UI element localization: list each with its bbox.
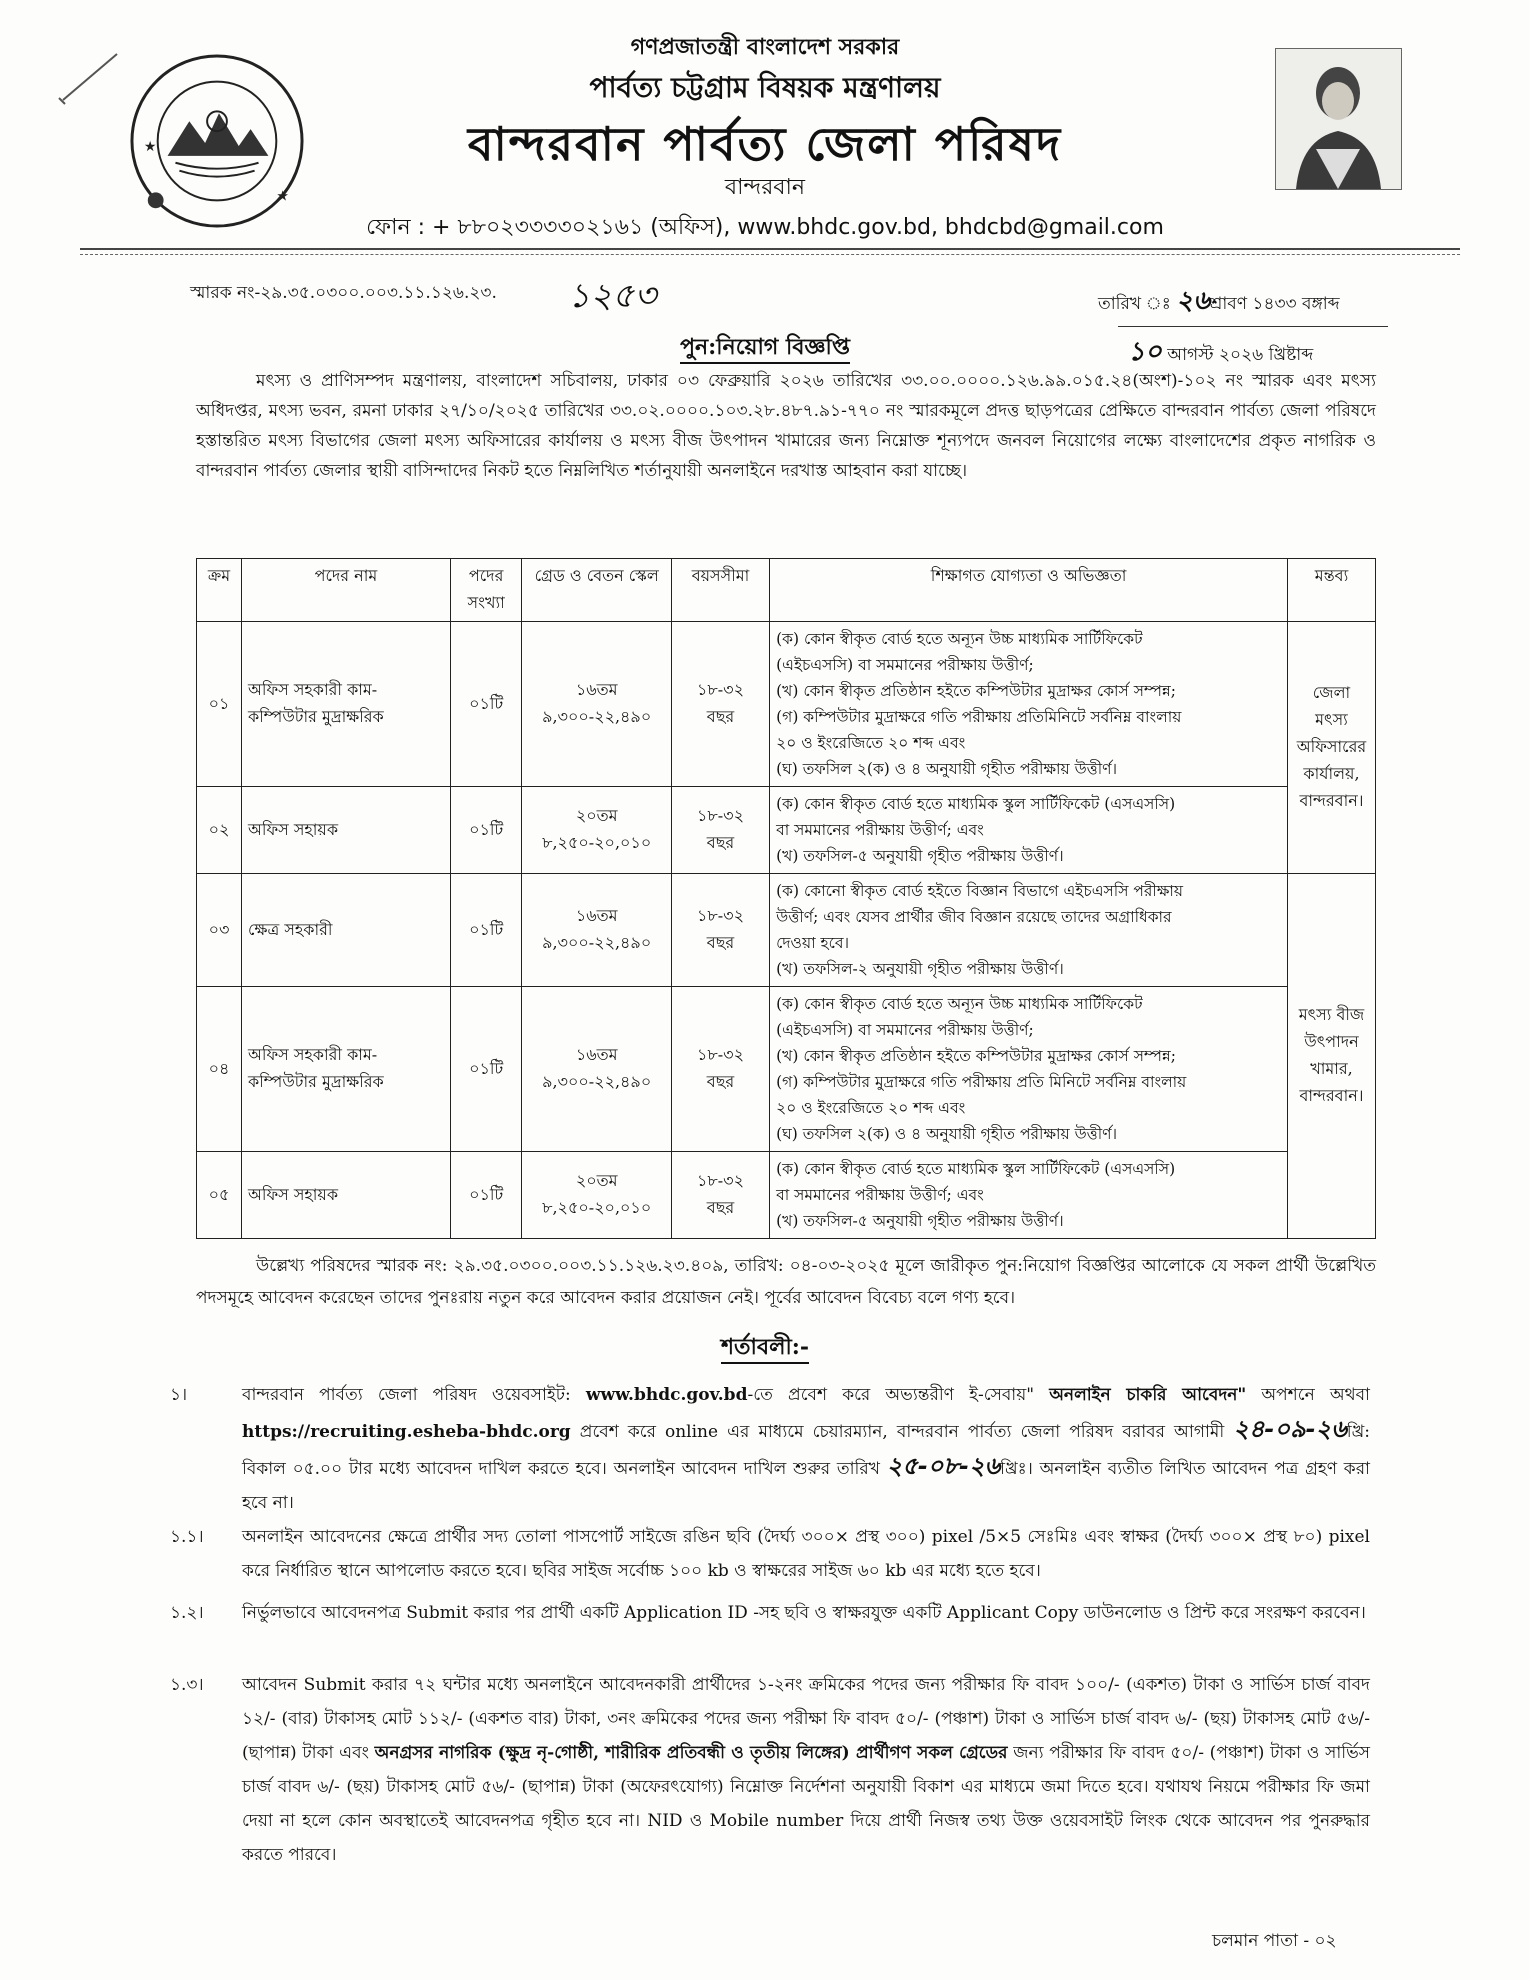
table-row: ০৪ অফিস সহকারী কাম-কম্পিউটার মুদ্রাক্ষরিক ০১টি ১৬তম ৯,৩০০-২২,৪৯০ ১৮-৩২ বছর (ক) কোন স্বীকৃত বোর্ড হতে অন্যূন উচ্চ মাধ্যমিক সার্টিফিকেট (এইচএসসি) বা সমমানের পরীক্ষায় উত্তীর্ণ; (খ) কোন স্বীকৃত প্রতিষ্ঠান হইতে কম্পিউটার মুদ্রাক্ষর কোর্স সম্পন্ন; (গ) কম্পিউটার মুদ্রাক্ষরে গতি পরীক্ষায় প্রতি মিনিটে সর্বনিম্ন বাংলায় ২০ ও ইংরেজিতে ২০ শব্দ এবং (ঘ) তফসিল ২(ক) ও ৪ অনুযায়ী গৃহীত পরীক্ষায় উত্তীর্ণ। bbox=[197, 987, 1376, 1152]
col-qualification: শিক্ষাগত যোগ্যতা ও অভিজ্ঞতা bbox=[770, 559, 1288, 622]
condition-1: ১। বান্দরবান পার্বত্য জেলা পরিষদ ওয়েবসাইট: www.bhdc.gov.bd-তে প্রবেশ করে অভ্যন্তরীণ ই-সেবায়" অনলাইন চাকরি আবেদন" অপশনে অথবা https://recruiting.esheba-bhdc.org প্রবেশ করে online এর মাধ্যমে চেয়ারম্যান, বান্দরবান পার্বত্য জেলা পরিষদ বরাবর আগামী ২৪-০৯-২৬খ্রি: বিকাল ০৫.০০ টার মধ্যে আবেদন দাখিল করতে হবে। অনলাইন আবেদন দাখিল শুরুর তারিখ ২৫-০৮-২৬খ্রিঃ। অনলাইন ব্যতীত লিখিত আবেদন পত্র গ্রহণ করা হবে না। bbox=[170, 1385, 1370, 1513]
table-row: ০২ অফিস সহায়ক ০১টি ২০তম ৮,২৫০-২০,০১০ ১৮-৩২ বছর (ক) কোন স্বীকৃত বোর্ড হতে মাধ্যমিক স্কুল সার্টিফিকেট (এসএসসি) বা সমমানের পরীক্ষায় উত্তীর্ণ; এবং (খ) তফসিল-৫ অনুযায়ী গৃহীত পরীক্ষায় উত্তীর্ণ। bbox=[197, 787, 1376, 874]
deadline-date: ২৪-০৯-২৬ bbox=[1233, 1415, 1347, 1443]
footnote-paragraph: উল্লেখ্য পরিষদের স্মারক নং: ২৯.৩৫.০৩০০.০০৩.১১.১২৬.২৩.৪০৯, তারিখ: ০৪-০৩-২০২৫ মূলে জারীকৃত পুন:নিয়োগ বিজ্ঞপ্তির আলোকে যে সকল প্রার্থী উল্লেখিত পদসমূহে আবেদন করেছেন তাদের পুনঃরায় নতুন করে আবেদন করার প্রয়োজন নেই। পূর্বের আবেদন বিবেচ্য বলে গণ্য হবে। bbox=[196, 1256, 1376, 1308]
intro-paragraph: মৎস্য ও প্রাণিসম্পদ মন্ত্রণালয়, বাংলাদেশ সচিবালয়, ঢাকার ০৩ ফেব্রুয়ারি ২০২৬ তারিখের ৩৩.০০.০০০০.১২৬.৯৯.০১৫.২৪(অংশ)-১০২ নং স্মারক এবং মৎস্য অধিদপ্তর, মৎস্য ভবন, রমনা ঢাকার ২৭/১০/২০২৫ তারিখের ৩৩.০২.০০০০.১০৩.২৮.৪৮৭.৯১-৭৭০ নং স্মারকমূলে প্রদত্ত ছাড়পত্রের প্রেক্ষিতে বান্দরবান পার্বত্য জেলা পরিষদে হস্তান্তরিত মৎস্য বিভাগের জেলা মৎস্য অফিসারের কার্যালয় ও মৎস্য বীজ উৎপাদন খামারের জন্য নিম্নোক্ত শূন্যপদে জনবল নিয়োগের লক্ষ্যে বাংলাদেশের প্রকৃত নাগরিক ও বান্দরবান পার্বত্য জেলার স্থায়ী বাসিন্দাদের নিকট হতে নিম্নলিখিত শর্তানুযায়ী অনলাইনে দরখাস্ত আহবান করা যাচ্ছে। bbox=[196, 371, 1376, 481]
col-age: বয়সসীমা bbox=[671, 559, 769, 622]
posts-table bbox=[196, 558, 1376, 1239]
city-name: বান্দরবান bbox=[724, 175, 806, 200]
svg-text:★: ★ bbox=[276, 188, 289, 205]
col-remark: মন্তব্য bbox=[1287, 559, 1375, 622]
memo-handwritten-number: ১২৫৩ bbox=[568, 276, 657, 316]
date-underline bbox=[1118, 326, 1388, 327]
table-row: ০৩ ক্ষেত্র সহকারী ০১টি ১৬তম ৯,৩০০-২২,৪৯০ ১৮-৩২ বছর (ক) কোনো স্বীকৃত বোর্ড হইতে বিজ্ঞান বিভাগে এইচএসসি পরীক্ষায় উত্তীর্ণ; এবং যেসব প্রার্থীর জীব বিজ্ঞান রয়েছে তাদের অগ্রাধিকার দেওয়া হবে। (খ) তফসিল-২ অনুযায়ী গৃহীত পরীক্ষায় উত্তীর্ণ। মৎস্য বীজ উৎপাদন খামার, বান্দরবান। bbox=[197, 874, 1376, 987]
condition-1-1: ১.১। অনলাইন আবেদনের ক্ষেত্রে প্রার্থীর সদ্য তোলা পাসপোর্ট সাইজে রঙিন ছবি (দৈর্ঘ্য ৩০০× প্রস্থ ৩০০) pixel /5×5 সেঃমিঃ এবং স্বাক্ষর (দৈর্ঘ্য ৩০০× প্রস্থ ৮০) pixel করে নির্ধারিত স্থানে আপলোড করতে হবে। ছবির সাইজ সর্বোচ্চ ১০০ kb ও স্বাক্ষরের সাইজ ৬০ kb এর মধ্যে হতে হবে। bbox=[170, 1527, 1370, 1581]
date-greg-day: ১০ bbox=[1128, 337, 1162, 367]
condition-1-2: ১.২। নির্ভুলভাবে আবেদনপত্র Submit করার পর প্রার্থী একটি Application ID -সহ ছবি ও স্বাক্ষরযুক্ত একটি Applicant Copy ডাউনলোড ও প্রিন্ট করে সংরক্ষণ করবেন। bbox=[170, 1603, 1366, 1623]
condition-1-3: ১.৩। আবেদন Submit করার ৭২ ঘন্টার মধ্যে অনলাইনে আবেদনকারী প্রার্থীদের ১-২নং ক্রমিকের পদের জন্য পরীক্ষার ফি বাবদ ১০০/- (একশত) টাকা ও সার্ভিস চার্জ বাবদ ১২/- (বার) টাকাসহ মোট ১১২/- (একশত বার) টাকা, ৩নং ক্রমিকের পদের জন্য পরীক্ষা ফি বাবদ ৫০/- (পঞ্চাশ) টাকা ও সার্ভিস চার্জ বাবদ ৬/- (ছয়) টাকাসহ মোট ৫৬/- (ছাপান্ন) টাকা এবং অনগ্রসর নাগরিক (ক্ষুদ্র নৃ-গোষ্ঠী, শারীরিক প্রতিবন্ধী ও তৃতীয় লিঙ্গের) প্রার্থীগণ সকল গ্রেডের জন্য পরীক্ষার ফি বাবদ ৫০/- (পঞ্চাশ) টাকা ও সার্ভিস চার্জ বাবদ ৬/- (ছয়) টাকাসহ মোট ৫৬/- (ছাপান্ন) টাকা (অফেরৎযোগ্য) নিম্নোক্ত নির্দেশনা অনুযায়ী বিকাশ এর মাধ্যমে জমা দিতে হবে। যথাযথ নিয়মে পরীক্ষার ফি জমা দেয়া না হলে কোন অবস্থাতেই আবেদনপত্র গৃহীত হবে না। NID ও Mobile number দিয়ে প্রার্থী নিজস্ব তথ্য উক্ত ওয়েবসাইট লিংক থেকে আবেদন পর পুনরুদ্ধার করতে পারবে। bbox=[170, 1675, 1371, 1865]
continued-page-label: চলমান পাতা - ০২ bbox=[1212, 1931, 1337, 1951]
remark-cell: জেলা মৎস্য অফিসারের কার্যালয়, বান্দরবান। bbox=[1287, 622, 1375, 874]
col-count: পদের সংখ্যা bbox=[450, 559, 522, 622]
header-divider-dashed bbox=[80, 254, 1460, 255]
header-divider bbox=[80, 248, 1460, 250]
website-link[interactable]: www.bhdc.gov.bd bbox=[585, 1385, 748, 1405]
remark-cell: মৎস্য বীজ উৎপাদন খামার, বান্দরবান। bbox=[1287, 874, 1375, 1239]
table-row: ০১ অফিস সহকারী কাম-কম্পিউটার মুদ্রাক্ষরিক ০১টি ১৬তম ৯,৩০০-২২,৪৯০ ১৮-৩২ বছর (ক) কোন স্বীকৃত বোর্ড হতে অন্যূন উচ্চ মাধ্যমিক সার্টিফিকেট (এইচএসসি) বা সমমানের পরীক্ষায় উত্তীর্ণ; (খ) কোন স্বীকৃত প্রতিষ্ঠান হইতে কম্পিউটার মুদ্রাক্ষর কোর্স সম্পন্ন; (গ) কম্পিউটার মুদ্রাক্ষরে গতি পরীক্ষায় প্রতিমিনিটে সর্বনিম্ন বাংলায় ২০ ও ইংরেজিতে ২০ শব্দ এবং (ঘ) তফসিল ২(ক) ও ৪ অনুযায়ী গৃহীত পরীক্ষায় উত্তীর্ণ। জেলা মৎস্য অফিসারের কার্যালয়, বান্দরবান। bbox=[197, 622, 1376, 787]
notice-title: পুন:নিয়োগ বিজ্ঞপ্তি bbox=[0, 330, 1530, 367]
col-serial: ক্রম bbox=[197, 559, 242, 622]
date-bangla: তারিখ ঃ ২৬শ্রাবণ ১৪৩৩ বঙ্গাব্দ bbox=[1098, 286, 1340, 316]
date-gregorian: ১০ আগস্ট ২০২৬ খ্রিষ্টাব্দ bbox=[1128, 337, 1314, 367]
ministry-heading: পার্বত্য চট্টগ্রাম বিষয়ক মন্ত্রণালয় bbox=[589, 71, 941, 104]
date-bangla-day: ২৬ bbox=[1176, 286, 1210, 316]
contact-line: ফোন : + ৮৮০২৩৩৩৩০২১৬১ (অফিস), www.bhdc.gov.bd, bhdcbd@gmail.com bbox=[366, 215, 1164, 240]
svg-text:★: ★ bbox=[143, 138, 157, 155]
table-header-row bbox=[197, 559, 1376, 622]
col-post: পদের নাম bbox=[242, 559, 451, 622]
government-heading: গণপ্রজাতন্ত্রী বাংলাদেশ সরকার bbox=[630, 34, 900, 60]
col-grade: গ্রেড ও বেতন স্কেল bbox=[522, 559, 671, 622]
table-row: ০৫ অফিস সহায়ক ০১টি ২০তম ৮,২৫০-২০,০১০ ১৮-৩২ বছর (ক) কোন স্বীকৃত বোর্ড হতে মাধ্যমিক স্কুল সার্টিফিকেট (এসএসসি) বা সমমানের পরীক্ষায় উত্তীর্ণ; এবং (খ) তফসিল-৫ অনুযায়ী গৃহীত পরীক্ষায় উত্তীর্ণ। bbox=[197, 1152, 1376, 1239]
recruiting-link[interactable]: https://recruiting.esheba-bhdc.org bbox=[242, 1422, 571, 1442]
start-date: ২৫-০৮-২৬ bbox=[886, 1452, 1001, 1480]
conditions-title: শর্তাবলী:- bbox=[0, 1330, 1530, 1367]
memo-number-label: স্মারক নং-২৯.৩৫.০৩০০.০০৩.১১.১২৬.২৩. bbox=[190, 283, 497, 303]
council-title: বান্দরবান পার্বত্য জেলা পরিষদ bbox=[467, 117, 1063, 171]
